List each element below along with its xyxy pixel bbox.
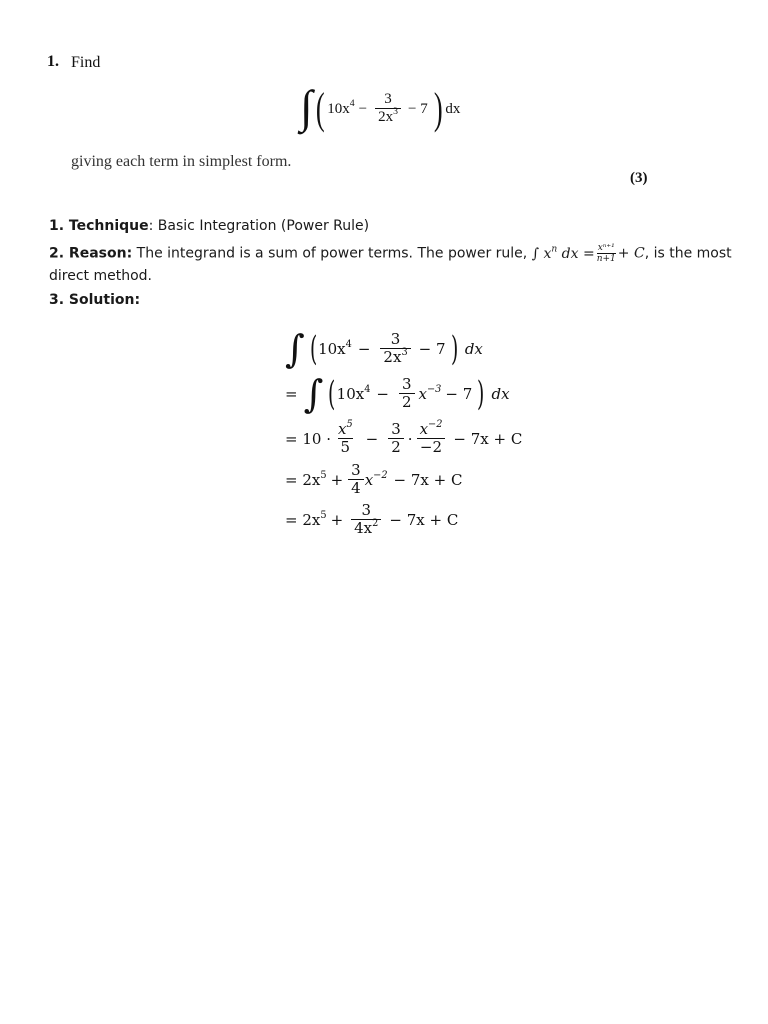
right-paren: ) xyxy=(433,84,443,133)
technique-label: 1. Technique xyxy=(49,218,149,234)
reason-line xyxy=(49,243,732,264)
left-paren: ( xyxy=(315,84,325,133)
minus-sign: − xyxy=(358,100,368,117)
fraction-3-over-2x3: $\frac{3}{2x^3}$ xyxy=(375,92,401,126)
derivation-line-3: = 10 · $\frac{x^5}{5}$ − $\frac{3}{2}$ · $\frac{x^{-2}}{-2}$ − 7x + C xyxy=(285,419,523,456)
term-10x4: $10x^4$ xyxy=(327,97,355,117)
derivation-line-5: = $2x^5$ + $\frac{3}{4x^2}$ − 7x + C xyxy=(285,501,459,537)
reason-label: 2. Reason: xyxy=(49,245,133,262)
question-marks: (3) xyxy=(630,170,648,186)
integral-sign: ∫ xyxy=(300,81,313,132)
power-rule-fraction: $\frac{\text{xⁿ⁺¹}}{n+1}$ xyxy=(596,243,616,264)
question-find-text: Find xyxy=(71,54,101,71)
minus-seven: − 7 xyxy=(407,100,428,117)
solution-label: 3. Solution: xyxy=(49,292,141,308)
power-rule-constant: + C xyxy=(617,245,645,262)
question-integral xyxy=(300,83,460,135)
question-number: 1. xyxy=(47,53,59,70)
derivation-line-1: ∫ ( $10x^4$ − $\frac{3}{2x^3}$ − 7 ) dx xyxy=(285,327,483,371)
dx-label: dx xyxy=(445,100,461,117)
derivation-line-2: = ∫ ( $10x^4$ − $\frac{3}{2}$ $x^{-3}$ − 7 ) dx xyxy=(285,372,510,416)
technique-line xyxy=(49,218,369,234)
reason-tail: , is the most xyxy=(644,245,732,262)
question-instruction: giving each term in simplest form. xyxy=(71,153,292,170)
power-rule-integral: ∫ $x^n$ dx = xyxy=(531,244,595,262)
reason-line-2: direct method. xyxy=(49,268,152,284)
reason-text: The integrand is a sum of power terms. The power rule, xyxy=(132,245,532,262)
technique-text: : Basic Integration (Power Rule) xyxy=(148,218,370,234)
derivation-line-4: = $2x^5$ + $\frac{3}{4}$ $x^{-2}$ − 7x + C xyxy=(285,461,463,497)
